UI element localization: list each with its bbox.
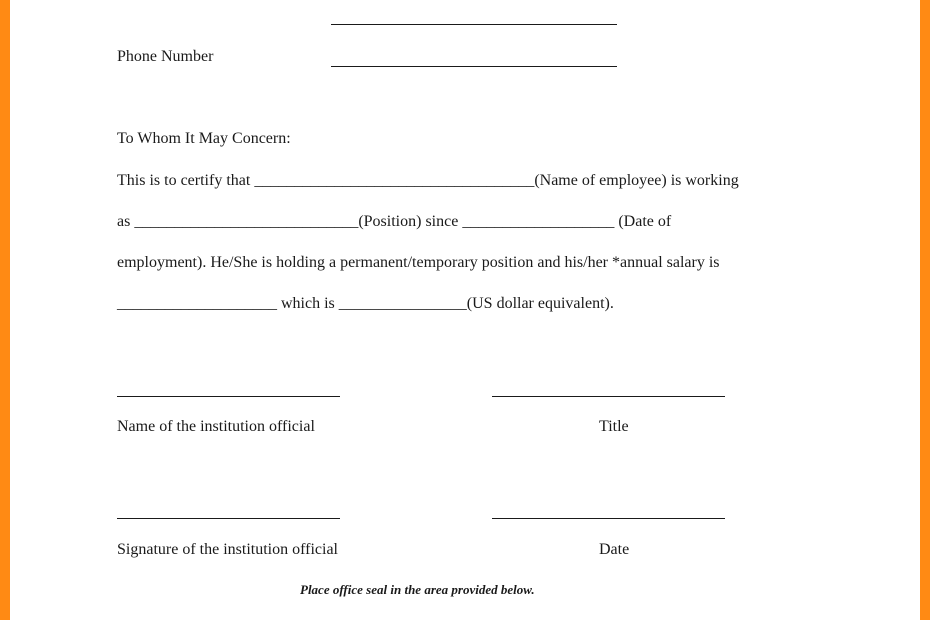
usd-equivalent-blank[interactable]: ________________ [338, 295, 467, 312]
position-prefix: as [117, 213, 135, 230]
employee-name-blank[interactable]: ___________________________________ [254, 172, 535, 189]
date-line[interactable] [492, 518, 725, 519]
certify-prefix: This is to certify that [117, 172, 255, 189]
phone-number-field[interactable] [331, 66, 617, 67]
phone-number-label: Phone Number [117, 48, 214, 65]
orange-frame-left [0, 0, 10, 620]
certify-line [117, 172, 739, 190]
employment-date-blank[interactable]: ___________________ [462, 213, 615, 230]
signature-line[interactable] [117, 518, 340, 519]
employment-line: employment). He/She is holding a permanent/temporary position and his/her *annual salary is [117, 254, 720, 271]
official-name-label: Name of the institution official [117, 418, 315, 435]
seal-note: Place office seal in the area provided below. [300, 582, 535, 597]
salary-suffix: (US dollar equivalent). [466, 295, 614, 312]
position-middle: (Position) since [358, 213, 463, 230]
position-blank[interactable]: ____________________________ [134, 213, 359, 230]
top-blank-line[interactable] [331, 24, 617, 25]
salutation: To Whom It May Concern: [117, 130, 291, 147]
salary-line [117, 295, 614, 313]
official-name-line[interactable] [117, 396, 340, 397]
salary-blank[interactable]: ____________________ [117, 295, 277, 312]
salary-middle: which is [277, 295, 339, 312]
date-label: Date [599, 541, 630, 558]
position-line [117, 213, 671, 231]
signature-label: Signature of the institution official [117, 541, 338, 558]
orange-frame-right [920, 0, 930, 620]
position-suffix: (Date of [614, 213, 672, 230]
certify-suffix: (Name of employee) is working [534, 172, 739, 189]
title-line[interactable] [492, 396, 725, 397]
title-label: Title [599, 418, 629, 435]
